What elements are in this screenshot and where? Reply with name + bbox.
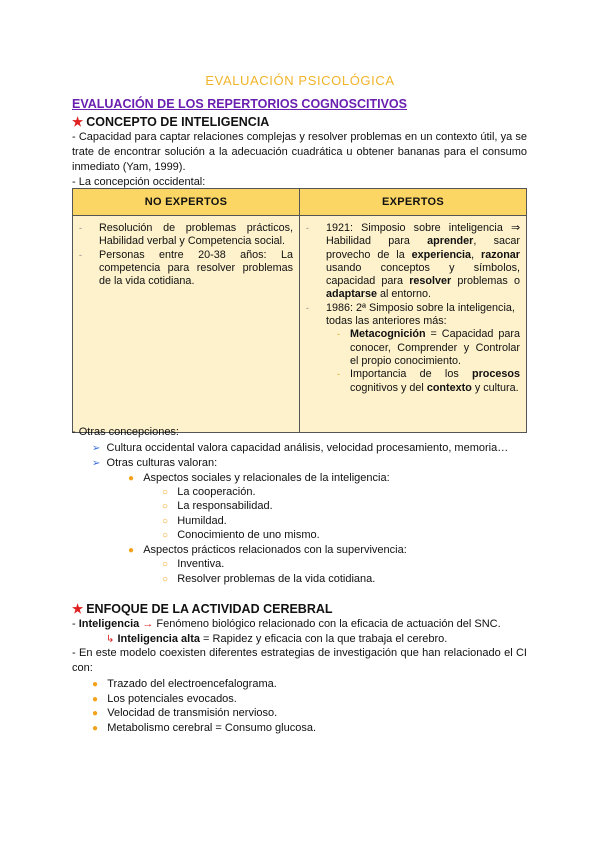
return-arrow-icon: ↳ [106,634,115,645]
cell-expertos [300,216,527,433]
list-item: ○ La responsabilidad. [162,500,273,512]
star-icon: ★ [72,115,84,129]
list-item: ● Aspectos prácticos relacionados con la supervivencia: [128,544,407,556]
brain-line-3: - En este modelo coexisten diferentes estrategias de investigación que han relacionado el CI con: [72,647,527,674]
comparison-table [72,188,527,433]
dash-marker: - [306,302,309,313]
dash-marker: - [337,329,340,340]
heading-enfoque-text: ENFOQUE DE LA ACTIVIDAD CEREBRAL [86,602,333,616]
dot-bullet-icon: ● [92,679,99,690]
list-item: - 1921: Simposio sobre inteligencia ⇒ Habilidad para aprender, sacar provecho de la experiencia, razonar usando conceptos y símbolos, capacidad para resolver problemas o adaptarse al entorno. [306,222,521,301]
list-item: - Resolución de problemas prácticos, Habilidad verbal y Competencia social. [79,222,293,248]
header-expertos: EXPERTOS [300,189,527,216]
list-item: ○ Conocimiento de uno mismo. [162,529,320,541]
arrow-bullet-icon: ➢ [92,443,101,454]
table-body-row [73,216,527,433]
list-item: ○ Humildad. [162,515,227,527]
dash-marker: - [79,249,82,260]
arrow-right-icon: → [139,618,157,630]
list-item: ○ La cooperación. [162,486,256,498]
heading-concepto-text: CONCEPTO DE INTELIGENCIA [86,115,270,129]
table-header-row [73,189,527,216]
sub-list-item: - Metacognición = Capacidad para conocer, Comprender y Controlar el propio conocimiento. [337,328,520,367]
circle-bullet-icon: ○ [162,516,169,527]
dot-bullet-icon: ● [128,473,135,484]
list-item: ➢ Cultura occidental valora capacidad análisis, velocidad procesamiento, memoria… [92,442,509,454]
sub-list-item: - Importancia de los procesos cognitivos y del contexto y cultura. [337,368,520,394]
header-no-expertos: NO EXPERTOS [73,189,300,216]
brain-line-2: ↳ Inteligencia alta = Rapidez y eficacia con la que trabaja el cerebro. [106,633,448,645]
other-label: - Otras concepciones: [72,426,179,438]
heading-enfoque [72,601,333,616]
circle-bullet-icon: ○ [162,487,169,498]
circle-bullet-icon: ○ [162,501,169,512]
circle-bullet-icon: ○ [162,530,169,541]
occidental-label: - La concepción occidental: [72,176,206,188]
list-item: ➢ Otras culturas valoran: [92,457,218,469]
list-item: ○ Resolver problemas de la vida cotidiana. [162,573,376,585]
list-item: ○ Inventiva. [162,558,225,570]
arrow-bullet-icon: ➢ [92,458,101,469]
dash-marker: - [79,223,82,233]
brain-line-1: - Inteligencia → Fenómeno biológico relacionado con la eficacia de actuación del SNC. [72,618,501,630]
star-icon: ★ [72,602,84,616]
dash-marker: - [337,369,340,380]
list-item: ● Aspectos sociales y relacionales de la inteligencia: [128,472,390,484]
list-item: ● Trazado del electroencefalograma. [92,678,277,690]
list-item: ● Los potenciales evocados. [92,693,237,705]
list-item: ● Metabolismo cerebral = Consumo glucosa. [92,722,317,734]
dot-bullet-icon: ● [128,545,135,556]
dot-bullet-icon: ● [92,694,99,705]
cell-no-expertos [73,216,300,433]
section-title: EVALUACIÓN DE LOS REPERTORIOS COGNOSCITIVOS [72,97,407,111]
definition-paragraph: - Capacidad para captar relaciones complejas y resolver problemas en un contexto útil, ya se trate de encontrar solución a la adecuación cuadrática u obtener bananas para el consumo inmediato (Yam, 1999). [72,131,527,173]
list-item: - 1986: 2ª Simposio sobre la inteligencia, todas las anteriores más: [306,301,515,328]
dash-marker: - [306,223,309,233]
list-item: - Personas entre 20-38 años: La competencia para resolver problemas de la vida cotidiana. [79,248,293,288]
circle-bullet-icon: ○ [162,559,169,570]
heading-concepto [72,114,269,129]
document-title: EVALUACIÓN PSICOLÓGICA [205,73,395,88]
circle-bullet-icon: ○ [162,574,169,585]
list-item: ● Velocidad de transmisión nervioso. [92,707,278,719]
dot-bullet-icon: ● [92,723,99,734]
dot-bullet-icon: ● [92,708,99,719]
